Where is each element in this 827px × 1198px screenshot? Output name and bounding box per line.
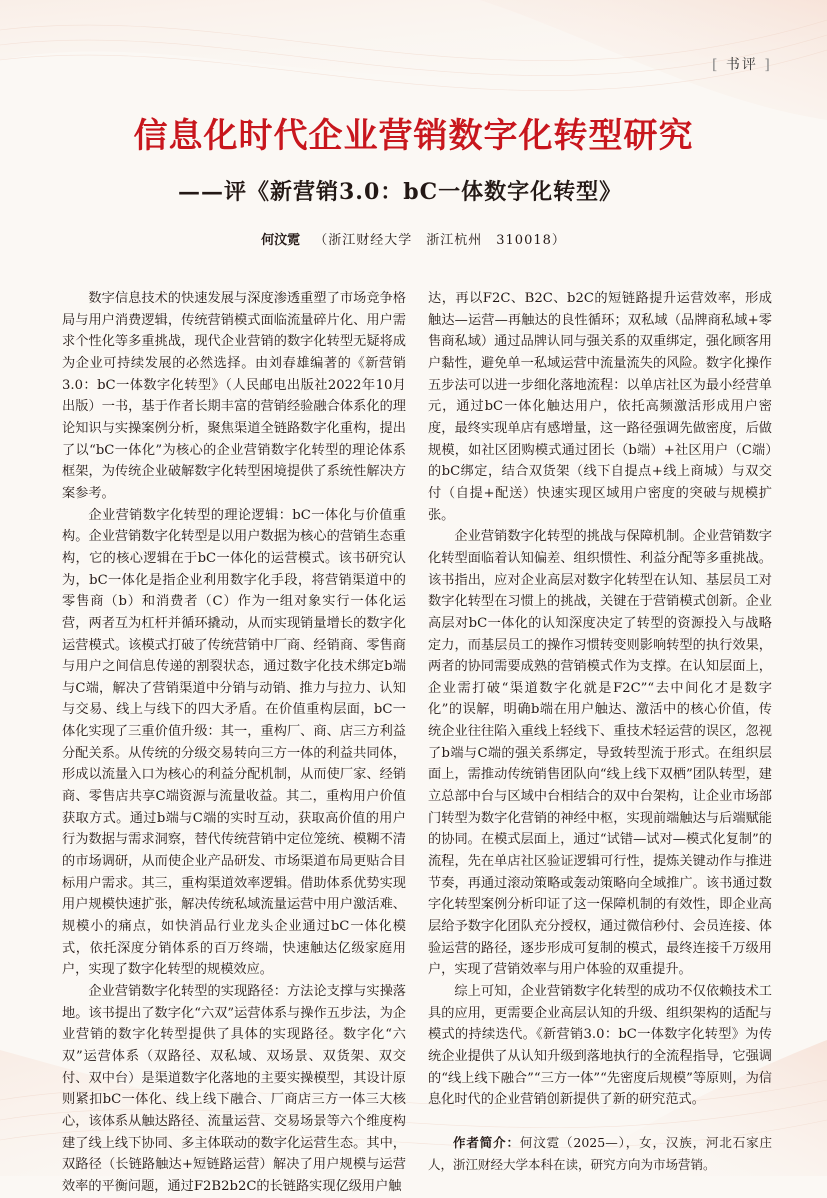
bracket-open: [	[712, 57, 720, 73]
column-tag	[712, 54, 772, 74]
author-bio-label: 作者简介：	[453, 1134, 520, 1150]
paragraph-challenges: 企业营销数字化转型的挑战与保障机制。企业营销数字化转型面临着认知偏差、组织惯性、利益分配等多重挑战。该书指出，应对企业高层对数字化转型在认知、基层员工对数字化转型在习惯上的挑战，关键在于营销模式创新。企业高层对bC一体化的认知深度决定了转型的资源投入与战略定力，而基层员工的操作习惯转变则影响转型的执行效果，两者的协同需要成熟的营销模式作为支撑。在认知层面上，企业需打破“渠道数字化就是F2C”“去中间化才是数字化”的误解，明确b端在用户触达、激活中的核心价值，传统企业往往陷入重线上轻线下、重技术轻运营的误区，忽视了b端与C端的强关系绑定，导致转型流于形式。在组织层面上，需推动传统销售团队向“线上线下双栖”团队转型，建立总部中台与区域中台相结合的双中台架构，让企业市场部门转型为数字化营销的神经中枢，实现前端触达与后端赋能的协同。在模式层面上，通过“试错—试对—模式化复制”的流程，先在单店社区验证逻辑可行性，提炼关键动作与推进节奏，再通过滚动策略或轰动策略向全域推广。该书通过数字化转型案例分析印证了这一保障机制的有效性，即企业高层给予数字化团队充分授权，通过微信秒付、会员连接、体验运营的路径，逐步形成可复制的模式，最终连接千万级用户，实现了营销效率与用户体验的双重提升。	[428, 529, 772, 978]
author-affiliation: （浙江财经大学 浙江杭州 310018）	[314, 233, 566, 248]
paragraph-path: 企业营销数字化转型的实现路径：方法论支撑与实操落地。该书提出了数字化“六双”运营体系与操作五步法，为企业营销的数字化转型提供了具体的实现路径。数字化“六双”运营体系（双路径、双私域、双场景、双货架、双交付、双中台）是渠道数字化落地的主要实操模型，其设计原则紧扣bC一体化、线上线下融合、厂商店三方一体三大核心，该体系从触达路径、流量运营、交易场景等六个维度构建了线上线下协同、多主体联动的数字化运营生态。其中，双路径（长链路触达+短链路运营）解决了用户规模与运营效率的平衡问题，通过F2B2b2C的长链路实现亿级用户触	[62, 984, 406, 1194]
bracket-close: ]	[764, 57, 772, 73]
body-left-column	[62, 288, 406, 1198]
author-name: 何汶霓	[261, 233, 301, 248]
paragraph-theory: 企业营销数字化转型的理论逻辑：bC一体化与价值重构。企业营销数字化转型是以用户数据为核心的营销生态重构，它的核心逻辑在于bC一体化的运营模式。该书研究认为，bC一体化是指企业利用数字化手段，将营销渠道中的零售商（b）和消费者（C）作为一组对象实行一体化运营，两者互为杠杆并循环撬动，从而实现销量增长的数字化运营模式。该模式打破了传统营销中厂商、经销商、零售商与用户之间信息传递的割裂状态，通过数字化技术绑定b端与C端，解决了营销渠道中分销与动销、推力与拉力、认知与交易、线上与线下的四大矛盾。在价值重构层面，bC一体化实现了三重价值升级：其一，重构厂、商、店三方利益分配关系。从传统的分级交易转向三方一体的利益共同体，形成以流量入口为核心的利益分配机制，从而使厂家、经销商、零售店共享C端资源与流量收益。其二，重构用户价值获取方式。通过b端与C端的实时互动，获取高价值的用户行为数据与需求洞察，替代传统营销中定位笼统、模糊不清的市场调研，从而使企业产品研发、市场渠道布局更贴合目标用户需求。其三，重构渠道效率逻辑。借助体系优势实现用户规模快速扩张，解决传统私域流量运营中用户激活难、规模小的痛点，如快消品行业龙头企业通过bC一体化模式，依托深度分销体系的百万终端，快速触达亿级家庭用户，实现了数字化转型的规模效应。	[62, 507, 406, 978]
paragraph-path-continued: 达，再以F2C、B2C、b2C的短链路提升运营效率，形成触达—运营—再触达的良性循环；双私域（品牌商私域+零售商私域）通过品牌认同与强关系的双重绑定，强化顾客用户黏性，避免单一私域运营中流量流失的风险。数字化操作五步法可以进一步细化落地流程：以单店社区为最小经营单元，通过bC一体化触达用户，依托高频激活形成用户密度，最终实现单店有感增量，这一路径强调先做密度，后做规模，如社区团购模式通过团长（b端）+社区用户（C端）的bC绑定，结合双货架（线下自提点+线上商城）与双交付（自提+配送）快速实现区域用户密度的突破与规模扩张。	[428, 291, 772, 523]
column-tag-label: 书评	[725, 57, 758, 73]
body-right-column	[428, 288, 772, 1176]
paragraph-intro: 数字信息技术的快速发展与深度渗透重塑了市场竞争格局与用户消费逻辑，传统营销模式面临流量碎片化、用户需求个性化等多重挑战，现代企业营销的数字化转型无疑将成为企业可持续发展的必然选择。由刘春雄编著的《新营销3.0：bC一体数字化转型》（人民邮电出版社2022年10月出版）一书，基于作者长期丰富的营销经验融合体系化的理论知识与实操案例分析，聚焦渠道全链路数字化重构，提出了以“bC一体化”为核心的企业营销数字化转型的理论体系框架，为传统企业破解数字化转型困境提供了系统性解决方案参考。	[62, 291, 406, 501]
paragraph-conclusion: 综上可知，企业营销数字化转型的成功不仅依赖技术工具的应用，更需要企业高层认知的升级、组织架构的适配与模式的持续迭代。《新营销3.0：bC一体数字化转型》为传统企业提供了从认知升级到落地执行的全流程指导，它强调的“线上线下融合”“三方一体”“先密度后规模”等原则，为信息化时代的企业营销创新提供了新的研究范式。	[428, 984, 772, 1108]
article-title: 信息化时代企业营销数字化转型研究	[133, 116, 694, 156]
byline	[0, 229, 827, 248]
author-bio-text: 何汶霓（2025—），女，汉族，河北石家庄人，浙江财经大学本科在读，研究方向为市场营销。	[428, 1134, 772, 1172]
article-subtitle: ——评《新营销3.0：bC一体数字化转型》	[178, 179, 623, 205]
author-bio	[428, 1132, 772, 1176]
